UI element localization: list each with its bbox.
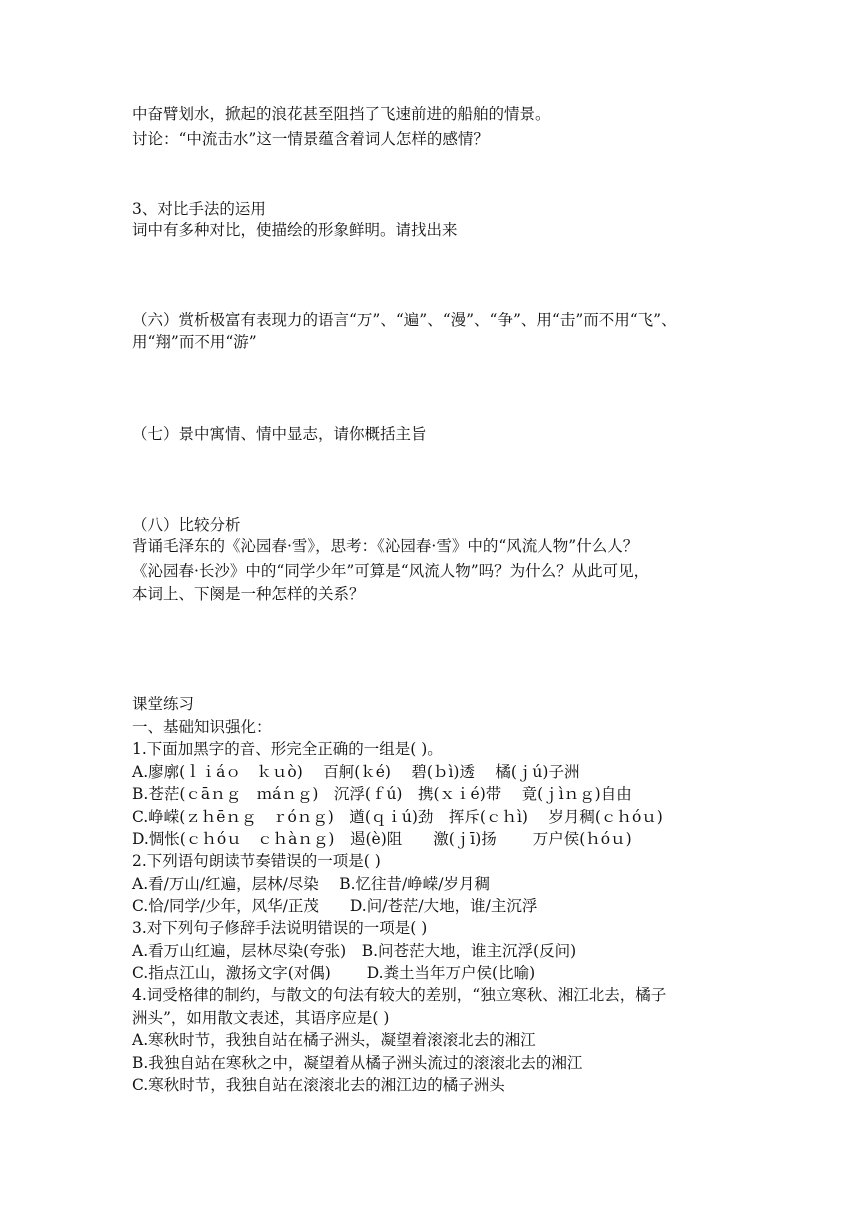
option-a: A.廖廓(ｌｉáｏ ｋｕò) 百舸(ｋé) 碧(ｂì)透 橘(ｊú)子洲 xyxy=(132,763,580,781)
section-heading-seven: （七）景中寓情、情中显志，请你概括主旨 xyxy=(132,425,427,443)
option-ab: A.看万山红遍，层林尽染(夸张) B.问苍茫大地，谁主沉浮(反问) xyxy=(132,942,577,960)
question-4: 4.词受格律的制约，与散文的句法有较大的差别，“独立寒秋、湘江北去，橘子 xyxy=(132,986,667,1004)
section-heading-eight: （八）比较分析 xyxy=(132,516,241,534)
section-heading-contrast: 3、对比手法的运用 xyxy=(132,200,266,218)
option-ab: A.看/万山/红遍，层林/尽染 B.忆往昔/峥嵘/岁月稠 xyxy=(132,875,490,893)
text-line: 背诵毛泽东的《沁园春·雪》，思考：《沁园春·雪》中的“风流人物”什么人？ xyxy=(132,537,639,555)
text-line: 《沁园春·长沙》中的“同学少年”可算是“风流人物”吗？为什么？从此可见， xyxy=(132,562,650,580)
text-line: 本词上、下阕是一种怎样的关系？ xyxy=(132,585,365,603)
question-4-continued: 洲头”，如用散文表述，其语序应是( ) xyxy=(132,1009,390,1027)
text-line: 用“翔”而不用“游” xyxy=(132,333,257,351)
section-heading-six: （六）赏析极富有表现力的语言“万”、“遍”、“漫”、“争”、用“击”而不用“飞”、 xyxy=(132,311,677,329)
exercise-subtitle: 一、基础知识强化： xyxy=(132,718,272,736)
text-line: 词中有多种对比，使描绘的形象鲜明。请找出来 xyxy=(132,221,458,239)
option-cd: C.恰/同学/少年，风华/正茂 D.问/苍茫/大地，谁/主沉浮 xyxy=(132,897,538,915)
option-b: B.苍茫(ｃāｎｇ ｍáｎｇ) 沉浮(ｆú) 携(ｘｉé)带 竟(ｊìｎｇ)自由 xyxy=(132,785,632,803)
question-3: 3.对下列句子修辞手法说明错误的一项是( ) xyxy=(132,919,428,937)
option-a: A.寒秋时节，我独自站在橘子洲头，凝望着滚滚北去的湘江 xyxy=(132,1031,536,1049)
option-d: D.惆怅(ｃｈóｕ ｃｈàｎｇ) 遏(è)阻 激(ｊī)扬 万户侯(ｈóｕ) xyxy=(132,830,632,848)
text-line: 中奋臂划水，掀起的浪花甚至阻挡了飞速前进的船舶的情景。 xyxy=(132,105,551,123)
question-1: 1.下面加黑字的音、形完全正确的一组是( )。 xyxy=(132,740,443,758)
option-b: B.我独自站在寒秋之中，凝望着从橘子洲头流过的滚滚北去的湘江 xyxy=(132,1054,583,1072)
question-2: 2.下列语句朗读节奏错误的一项是( ) xyxy=(132,852,381,870)
option-cd: C.指点江山，激扬文字(对偶) D.粪土当年万户侯(比喻) xyxy=(132,964,536,982)
option-c: C.峥嵘(ｚｈēｎｇ ｒóｎｇ) 遒(ｑｉú)劲 挥斥(ｃｈì) 岁月稠(ｃｈóｕ) xyxy=(132,808,663,826)
exercise-title: 课堂练习 xyxy=(132,695,195,713)
option-c: C.寒秋时节，我独自站在滚滚北去的湘江边的橘子洲头 xyxy=(132,1076,505,1094)
discussion-question: 讨论：“中流击水”这一情景蕴含着词人怎样的感情？ xyxy=(132,130,489,148)
